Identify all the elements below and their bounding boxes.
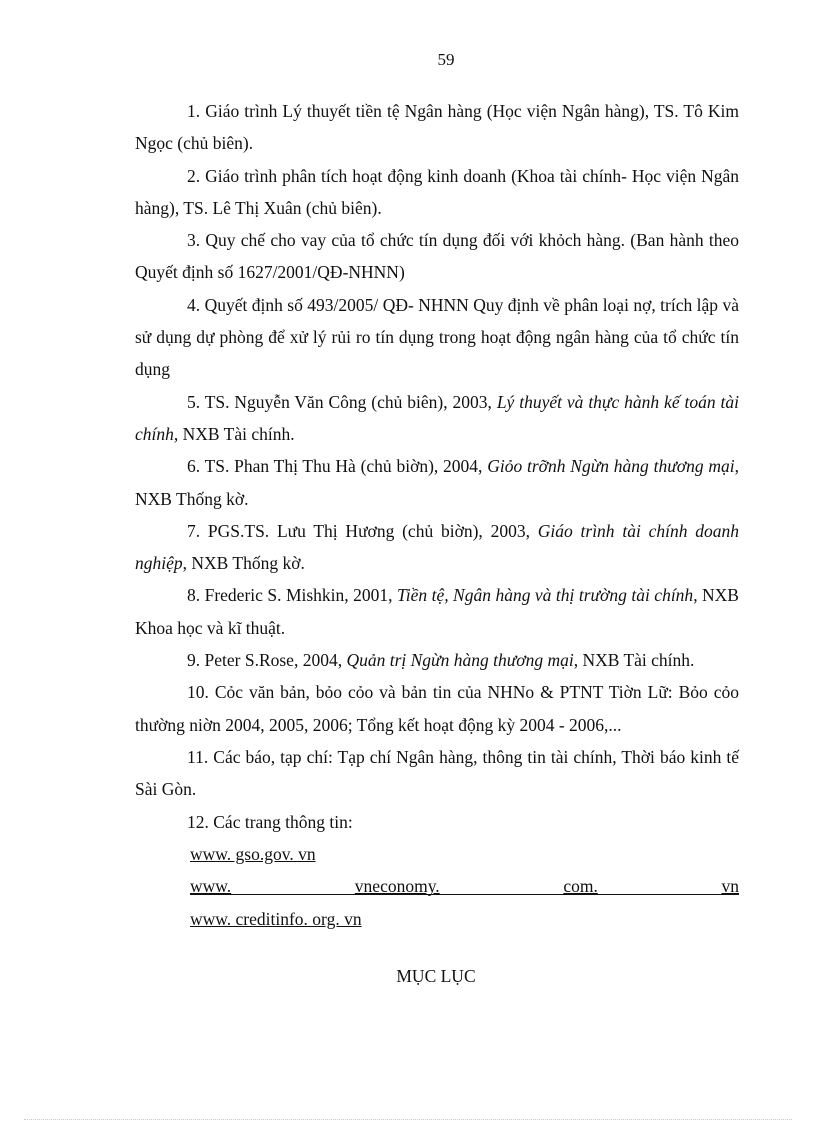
- table-of-contents-title: MỤC LỤC: [396, 966, 476, 986]
- reference-item: 1. Giáo trình Lý thuyết tiền tệ Ngân hàng (Học viện Ngân hàng), TS. Tô Kim Ngọc (chủ biên).: [135, 101, 740, 154]
- reference-item: 6. TS. Phan Thị Thu Hà (chủ biờn), 2004, Giỏo trỡnh Ngừn hàng thương mại, NXB Thống kờ.: [135, 456, 739, 509]
- reference-item: 4. Quyết định số 493/2005/ QĐ- NHNN Quy định về phân loại nợ, trích lập và sử dụng dự phòng để xử lý rủi ro tín dụng trong hoạt động ngân hàng của tổ chức tín dụng: [135, 294, 739, 380]
- reference-item: 9. Peter S.Rose, 2004, Quản trị Ngừn hàng thương mại, NXB Tài chính.: [187, 650, 695, 671]
- reference-item: 2. Giáo trình phân tích hoạt động kinh doanh (Khoa tài chính- Học viện Ngân hàng), TS. Lê Thị Xuân (chủ biên).: [135, 165, 740, 218]
- reference-item: 11. Các báo, tạp chí: Tạp chí Ngân hàng, thông tin tài chính, Thời báo kinh tế Sài Gòn.: [135, 746, 740, 800]
- reference-item: 3. Quy chế cho vay của tổ chức tín dụng đối với khỏch hàng. (Ban hành theo Quyết định số 1627/2001/QĐ-NHNN): [135, 230, 739, 283]
- reference-item: 7. PGS.TS. Lưu Thị Hương (chủ biờn), 2003, Giáo trình tài chính doanh nghiệp, NXB Thống kờ.: [135, 520, 739, 574]
- reference-item: 8. Frederic S. Mishkin, 2001, Tiền tệ, Ngân hàng và thị trường tài chính, NXB Khoa học và kĩ thuật.: [135, 585, 739, 638]
- url-part: vneconomy.: [354, 876, 440, 897]
- website-link-gso[interactable]: www. gso.gov. vn: [190, 843, 316, 864]
- reference-list: [135, 95, 739, 935]
- page-bottom-divider: [24, 1119, 792, 1120]
- website-link-creditinfo[interactable]: www. creditinfo. org. vn: [190, 909, 362, 930]
- websites-heading: 12. Các trang thông tin:: [187, 811, 353, 832]
- website-link-vneconomy[interactable]: [190, 870, 739, 895]
- url-part: com.: [563, 876, 598, 897]
- reference-item: 5. TS. Nguyễn Văn Công (chủ biên), 2003, Lý thuyết và thực hành kế toán tài chính, NXB Tài chính.: [135, 391, 739, 444]
- page-number: 59: [437, 50, 455, 69]
- url-part: www.: [190, 876, 232, 897]
- url-part: vn: [721, 876, 739, 897]
- reference-item: 10. Cỏc văn bản, bỏo cỏo và bản tin của NHNo & PTNT Tiờn Lữ: Bỏo cỏo thường niờn 2004, 2005, 2006; Tổng kết hoạt động kỳ 2004 - 2006,...: [135, 682, 739, 735]
